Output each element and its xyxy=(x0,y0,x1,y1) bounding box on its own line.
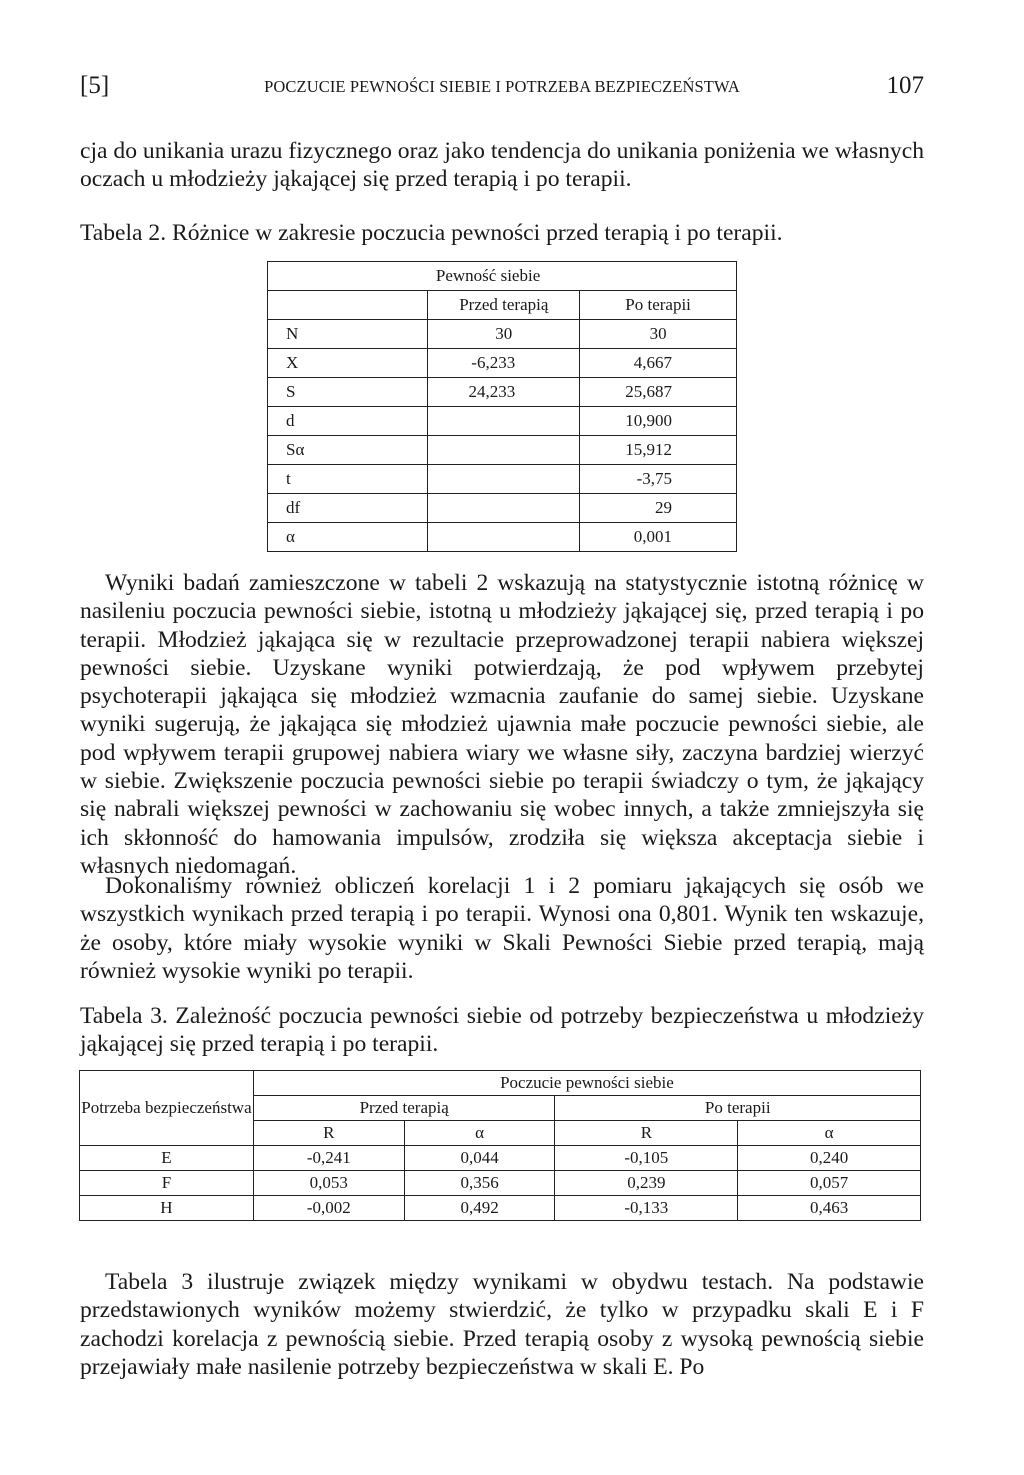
cell-before: 30 xyxy=(428,320,580,349)
cell-after: 29 xyxy=(580,494,737,523)
table-3-sub-alpha-after: α xyxy=(738,1121,921,1146)
table-2-col-before: Przed terapią xyxy=(428,291,580,320)
cell-after: 4,667 xyxy=(580,349,737,378)
paragraph-3: Dokonaliśmy również obliczeń korelacji 1 i 2 pomiaru jąkających się osób we wszystkich wynikach przed terapią i po terapii. Wynosi ona 0,801. Wynik ten wskazuje, że osoby, które miały wysokie wyniki w Skali Pewności Siebie przed terapią, mają również wysokie wyniki po terapii. xyxy=(80,873,924,984)
table-3-sub-r-after: R xyxy=(555,1121,738,1146)
row-label: H xyxy=(80,1196,254,1221)
cell-before xyxy=(428,436,580,465)
row-label: d xyxy=(268,407,428,436)
row-label: F xyxy=(80,1171,254,1196)
table-3 xyxy=(79,1070,921,1221)
cell-after: 0,001 xyxy=(580,523,737,552)
table-row xyxy=(268,349,737,378)
table-row xyxy=(268,436,737,465)
table-row xyxy=(268,523,737,552)
table-3-group-header: Poczucie pewności siebie xyxy=(253,1071,920,1096)
row-label: S xyxy=(268,378,428,407)
cell-after: 15,912 xyxy=(580,436,737,465)
section-number: [5] xyxy=(80,72,110,99)
table-2-corner-top xyxy=(268,262,428,291)
cell-after: 10,900 xyxy=(580,407,737,436)
cell-r-before: -0,241 xyxy=(253,1146,404,1171)
table-2 xyxy=(267,261,737,552)
row-label: Sα xyxy=(268,436,428,465)
cell-before xyxy=(428,465,580,494)
table-3-sub-r-before: R xyxy=(253,1121,404,1146)
cell-alpha-before: 0,492 xyxy=(404,1196,555,1221)
table-3-col-before: Przed terapią xyxy=(253,1096,555,1121)
table-2-corner xyxy=(268,291,428,320)
table-3-col-after: Po terapii xyxy=(555,1096,921,1121)
cell-before: -6,233 xyxy=(428,349,580,378)
cell-alpha-after: 0,463 xyxy=(738,1196,921,1221)
cell-before xyxy=(428,523,580,552)
table-3-sub-alpha-before: α xyxy=(404,1121,555,1146)
page-number: 107 xyxy=(886,72,924,99)
table-2-col-after: Po terapii xyxy=(580,291,737,320)
table-2-caption: Tabela 2. Różnice w zakresie poczucia pewności przed terapią i po terapii. xyxy=(80,220,783,246)
cell-before xyxy=(428,494,580,523)
paragraph-1: cja do unikania urazu fizycznego oraz jako tendencja do unikania poniżenia we własnych oczach u młodzieży jąkającej się przed terapią i po terapii. xyxy=(80,138,924,193)
row-label: E xyxy=(80,1146,254,1171)
cell-r-after: -0,133 xyxy=(555,1196,738,1221)
table-2-group-header: Pewność siebie xyxy=(428,262,737,291)
cell-after: -3,75 xyxy=(580,465,737,494)
cell-alpha-after: 0,057 xyxy=(738,1171,921,1196)
cell-r-before: -0,002 xyxy=(253,1196,404,1221)
row-label: X xyxy=(268,349,428,378)
row-label: t xyxy=(268,465,428,494)
cell-r-after: 0,239 xyxy=(555,1171,738,1196)
table-row xyxy=(268,378,737,407)
row-label: df xyxy=(268,494,428,523)
cell-alpha-before: 0,044 xyxy=(404,1146,555,1171)
cell-alpha-before: 0,356 xyxy=(404,1171,555,1196)
table-row xyxy=(80,1196,921,1221)
table-row xyxy=(80,1171,921,1196)
table-3-row-header: Potrzeba bezpieczeństwa xyxy=(80,1071,254,1146)
cell-after: 30 xyxy=(580,320,737,349)
table-row xyxy=(268,465,737,494)
cell-before xyxy=(428,407,580,436)
cell-alpha-after: 0,240 xyxy=(738,1146,921,1171)
table-3-caption: Tabela 3. Zależność poczucia pewności siebie od potrzeby bezpieczeństwa u młodzieży jąkającej się przed terapią i po terapii. xyxy=(80,1003,924,1058)
cell-after: 25,687 xyxy=(580,378,737,407)
table-row xyxy=(268,407,737,436)
row-label: α xyxy=(268,523,428,552)
running-title: POCZUCIE PEWNOŚCI SIEBIE I POTRZEBA BEZPIECZEŃSTWA xyxy=(264,77,740,96)
cell-r-after: -0,105 xyxy=(555,1146,738,1171)
cell-r-before: 0,053 xyxy=(253,1171,404,1196)
running-header xyxy=(80,72,924,104)
table-row xyxy=(268,320,737,349)
table-row xyxy=(80,1146,921,1171)
table-row xyxy=(268,494,737,523)
paragraph-4: Tabela 3 ilustruje związek między wynikami w obydwu testach. Na podstawie przedstawionych wyników możemy stwierdzić, że tylko w przypadku skali E i F zachodzi korelacja z pewnością siebie. Przed terapią osoby z wysoką pewnością siebie przejawiały małe nasilenie potrzeby bezpieczeństwa w skali E. Po xyxy=(80,1269,924,1380)
paragraph-2: Wyniki badań zamieszczone w tabeli 2 wskazują na statystycznie istotną różnicę w nasileniu poczucia pewności siebie, istotną u młodzieży jąkającej się, przed terapią i po terapii. Młodzież jąkająca się w rezultacie przeprowadzonej terapii nabiera większej pewności siebie. Uzyskane wyniki potwierdzają, że pod wpływem przebytej psychoterapii jąkająca się młodzież wzmacnia zaufanie do samej siebie. Uzyskane wyniki sugerują, że jąkająca się młodzież ujawnia małe poczucie pewności siebie, ale pod wpływem terapii grupowej nabiera wiary we własne siły, zaczyna bardziej wierzyć w siebie. Zwiększenie poczucia pewności siebie po terapii świadczy o tym, że jąkający się nabrali większej pewności w zachowaniu się wobec innych, a także zmniejszyła się ich skłonność do hamowania impulsów, zrodziła się większa akceptacja siebie i własnych niedomagań. xyxy=(80,570,924,879)
cell-before: 24,233 xyxy=(428,378,580,407)
row-label: N xyxy=(268,320,428,349)
